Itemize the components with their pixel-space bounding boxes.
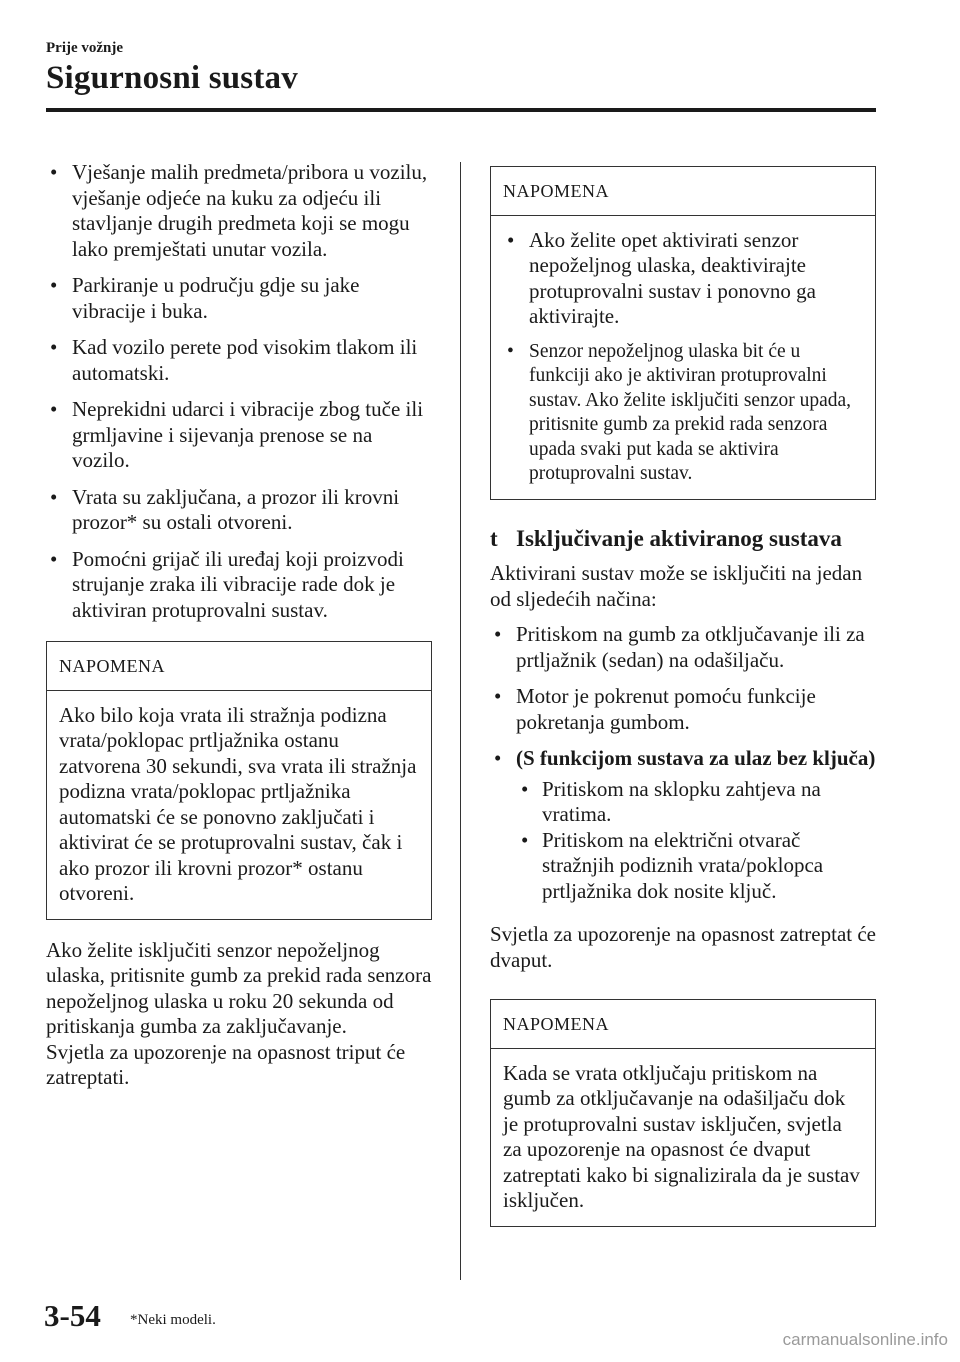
list-item: • Parkiranje u području gdje su jake vibracije i buka. [46,273,432,324]
page-title: Sigurnosni sustav [46,60,298,96]
subsection-heading [490,526,876,552]
keyless-sublist [516,777,876,905]
watermark: carmanualsonline.info [782,1330,948,1349]
list-item: • Pritiskom na električni otvarač stražnjih podiznih vrata/poklopca prtljažnika dok nosite ključ. [516,828,876,905]
paragraph-intro: Aktivirani sustav može se isključiti na jedan od sljedećih načina: [490,561,863,611]
section-label: Prije vožnje [46,40,124,56]
footnote: *Neki modeli. [130,1312,216,1328]
list-item: • Neprekidni udarci i vibracije zbog tuče ili grmljavine i sijevanja prenose se na vozilo. [46,397,432,474]
list-item: • Motor je pokrenut pomoću funkcije pokretanja gumbom. [490,684,876,735]
header-rule [46,108,876,112]
column-divider [460,162,461,1280]
note-heading: NAPOMENA [491,1000,875,1049]
list-item: • Pomoćni grijač ili uređaj koji proizvodi strujanje zraka ili vibracije rade dok je aktiviran protuprovalni sustav. [46,547,432,624]
deactivation-list [490,622,876,904]
page-number: 3-54 [44,1298,101,1333]
list-item: • Vješanje malih predmeta/pribora u vozilu, vješanje odjeće na kuku za odjeću ili stavljanje drugih predmeta koji se mogu lako premještati unutar vozila. [46,160,432,262]
list-item [490,746,876,904]
note-text: Ako bilo koja vrata ili stražnja podizna vrata/poklopac prtljažnika ostanu zatvorena 30 sekundi, sva vrata ili stražnja podizna vrata/poklopac prtljažnika automatski će se ponovno zaključati i aktivirat će se protuprovalni sustav, čak i ako prozor ili krovni prozor* ostanu otvoreni. [59,702,417,905]
left-column [46,160,432,1091]
note-text: Kada se vrata otključaju pritiskom na gumb za otključavanje na odašiljaču dok je protuprovalni sustav isključen, svjetla za upozorenje na opasnost će dvaput zatreptati kako bi signalizirala da je sustav isključen. [503,1060,860,1212]
paragraph-hazard-twice: Svjetla za upozorenje na opasnost zatreptat će dvaput. [490,922,876,972]
paragraph-hazard-lights: Svjetla za upozorenje na opasnost triput će zatreptati. [46,1039,406,1089]
list-item: • Pritiskom na gumb za otključavanje ili za prtljažnik (sedan) na odašiljaču. [490,622,876,673]
heading-marker: t [490,525,498,551]
note-heading: NAPOMENA [491,167,875,216]
list-item: • Pritiskom na sklopku zahtjeva na vratima. [516,777,876,828]
note-body [491,216,875,499]
condition-list [46,160,432,623]
keyless-label: (S funkcijom sustava za ulaz bez ključa) [516,746,876,770]
list-item: • Senzor nepoželjnog ulaska bit će u funkciji ako je aktiviran protuprovalni sustav. Ako želite isključiti senzor upada, pritisnite gumb za prekid rada senzora upada svaki put kada se aktivira protuprovalni sustav. [503,340,863,487]
list-item: • Kad vozilo perete pod visokim tlakom ili automatski. [46,335,432,386]
note-box [490,166,876,500]
note-box [490,999,876,1227]
note-box [46,641,432,920]
list-item: • Ako želite opet aktivirati senzor nepoželjnog ulaska, deaktivirajte protuprovalni sustav i ponovno ga aktivirajte. [503,228,863,330]
paragraph-disable-sensor: Ako želite isključiti senzor nepoželjnog ulaska, pritisnite gumb za prekid rada senzora nepoželjnog ulaska u roku 20 sekunda od pritiskanja gumba za zaključavanje. [46,937,432,1038]
heading-text: Isključivanje aktiviranog sustava [516,525,842,551]
note-heading: NAPOMENA [47,642,431,691]
right-column [490,166,876,1227]
list-item: • Vrata su zaključana, a prozor ili krovni prozor* su ostali otvoreni. [46,485,432,536]
